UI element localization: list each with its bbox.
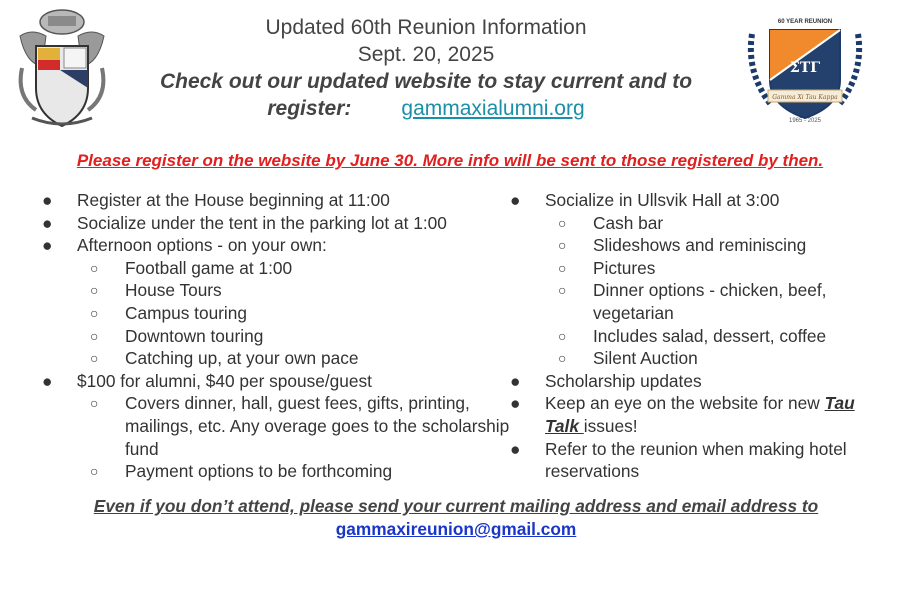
right-column: [510, 189, 880, 483]
sub-item-text: Downtown touring: [125, 325, 264, 346]
sub-bullet-icon: ○: [558, 282, 567, 299]
bullet-icon: ●: [510, 393, 521, 414]
sub-item-text: Slideshows and reminiscing: [593, 235, 807, 256]
crest-top-text: 60 YEAR REUNION: [777, 19, 833, 25]
sub-list-item: [510, 279, 880, 324]
header: [120, 14, 732, 122]
sub-list-item: [510, 234, 880, 257]
tau-talk-title: Tau Talk: [545, 393, 855, 436]
sub-bullet-icon: ○: [90, 463, 99, 480]
sub-list-item: [42, 325, 510, 348]
bullet-icon: ●: [42, 190, 53, 210]
footer: [0, 495, 900, 541]
sub-list-item: [510, 325, 880, 348]
registration-deadline-note: Please register on the website by June 30. More info will be sent to those registered by then.: [76, 151, 824, 170]
list-item-text: Register at the House beginning at 11:00: [77, 190, 390, 210]
sub-bullet-icon: ○: [558, 350, 567, 367]
sub-list-item: [510, 347, 880, 370]
crest-letters: ΣΤΓ: [789, 60, 821, 76]
sub-item-text: Dinner options - chicken, beef, vegetarian: [593, 280, 827, 323]
crest-ribbon-text: Gamma Xi Tau Kappa: [772, 94, 838, 101]
sub-item-text: Cash bar: [593, 212, 664, 233]
website-callout-line2: [120, 95, 732, 122]
sub-bullet-icon: ○: [558, 259, 567, 276]
bullet-icon: ●: [510, 190, 521, 210]
sub-list-item: [42, 347, 510, 370]
list-item: [510, 189, 880, 212]
list-item-text: Afternoon options - on your own:: [77, 235, 327, 256]
sub-list-item: [42, 302, 510, 325]
list-item-text: $100 for alumni, $40 per spouse/guest: [77, 370, 372, 391]
crest-years: 1965 - 2025: [788, 118, 822, 124]
sub-item-text: Pictures: [593, 257, 656, 278]
sub-bullet-icon: ○: [558, 327, 567, 344]
sub-list-item: [42, 460, 510, 483]
website-callout-line1: Check out our updated website to stay current and to: [159, 70, 693, 93]
sub-bullet-icon: ○: [90, 327, 99, 344]
list-item: [42, 234, 510, 257]
list-item-text: Refer to the reunion when making hotel reservations: [545, 438, 847, 482]
sub-bullet-icon: ○: [90, 259, 99, 276]
sub-item-text: Campus touring: [125, 302, 247, 323]
list-item: [510, 370, 880, 393]
sub-item-text: Football game at 1:00: [125, 257, 293, 278]
tau-talk-prefix: Keep an eye on the website for new: [545, 393, 825, 414]
list-item: [42, 370, 510, 393]
list-item-text: [545, 393, 855, 436]
right-crest-logo: [742, 14, 868, 126]
sub-bullet-icon: ○: [90, 350, 99, 367]
sub-bullet-icon: ○: [90, 304, 99, 321]
sub-item-text: Catching up, at your own pace: [125, 348, 359, 369]
list-item: [42, 189, 510, 212]
left-crest-logo: [12, 6, 112, 132]
email-link[interactable]: gammaxireunion@gmail.com: [335, 519, 577, 539]
sub-item-text: Includes salad, dessert, coffee: [593, 325, 827, 346]
event-date: Sept. 20, 2025: [357, 43, 495, 66]
sub-item-text: House Tours: [125, 280, 222, 301]
list-item-text: Socialize under the tent in the parking lot at 1:00: [77, 212, 447, 233]
bullet-icon: ●: [42, 212, 53, 233]
sub-list-item: [42, 392, 510, 460]
sub-bullet-icon: ○: [558, 214, 567, 231]
footer-request-text: Even if you don’t attend, please send your current mailing address and email address to: [93, 496, 819, 516]
list-item: [42, 212, 510, 235]
sub-list-item: [42, 279, 510, 302]
sub-bullet-icon: ○: [90, 282, 99, 299]
sub-item-text: Silent Auction: [593, 348, 698, 369]
sub-item-text: Covers dinner, hall, guest fees, gifts, printing, mailings, etc. Any overage goes to the scholarship fund: [125, 393, 510, 459]
left-column: [42, 189, 510, 483]
list-item: [510, 392, 880, 437]
sub-list-item: [510, 212, 880, 235]
bullet-icon: ●: [42, 235, 53, 256]
page-title: Updated 60th Reunion Information: [265, 16, 587, 39]
register-label: register:: [267, 97, 352, 120]
list-item-text: Scholarship updates: [545, 370, 702, 391]
sub-bullet-icon: ○: [90, 395, 99, 412]
sub-bullet-icon: ○: [558, 237, 567, 254]
list-item: [510, 438, 880, 483]
list-item-text: Socialize in Ullsvik Hall at 3:00: [545, 190, 780, 210]
bullet-icon: ●: [42, 370, 53, 391]
sub-list-item: [510, 257, 880, 280]
bullet-icon: ●: [510, 438, 521, 459]
tau-talk-suffix: issues!: [583, 415, 638, 436]
website-link[interactable]: gammaxialumni.org: [401, 97, 585, 120]
sub-list-item: [42, 257, 510, 280]
bullet-icon: ●: [510, 370, 521, 391]
sub-item-text: Payment options to be forthcoming: [125, 461, 393, 482]
